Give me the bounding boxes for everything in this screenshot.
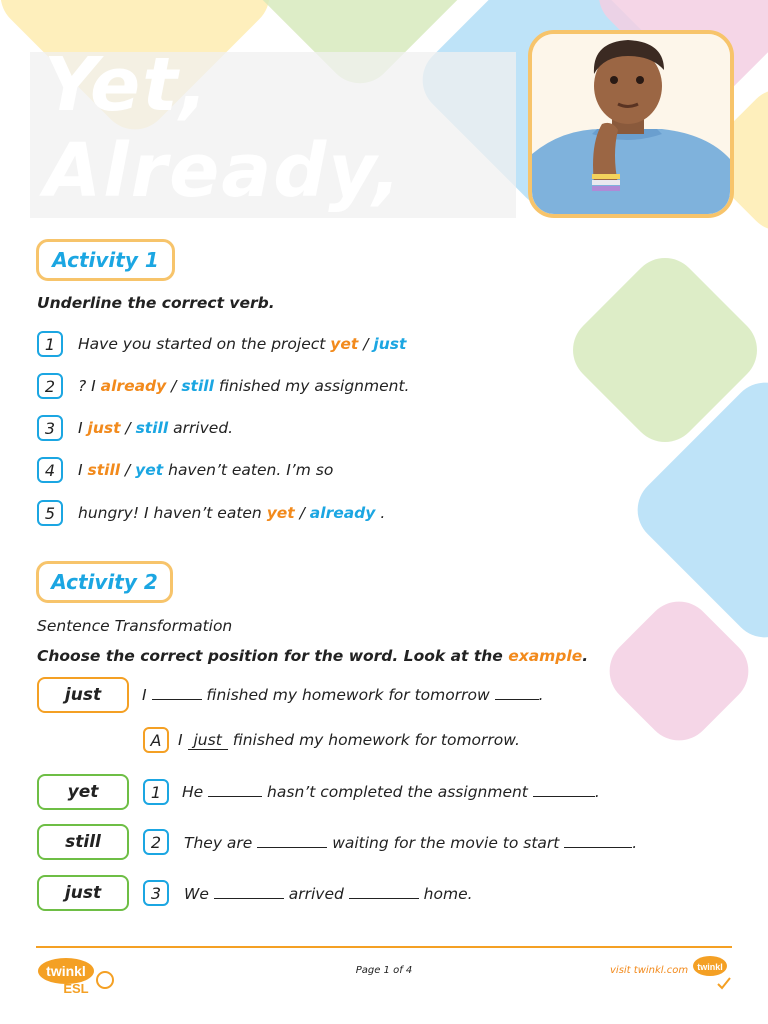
item-text: I [78, 419, 88, 437]
item-text-end: arrived. [168, 419, 234, 437]
blank[interactable] [533, 783, 595, 797]
answer-word: just [188, 731, 228, 750]
activity-1-item-2 [78, 377, 409, 395]
activity-1-item-4 [78, 461, 333, 479]
option-separator: / [358, 335, 374, 353]
item-text: Have you started on the project [78, 335, 331, 353]
activity-2-label: Activity 2 [36, 561, 173, 603]
item-text-end: finished my assignment. [213, 377, 410, 395]
blank[interactable] [349, 885, 419, 899]
example-answer-label: A [143, 727, 169, 753]
answer-text-end: finished my homework for tomorrow. [227, 731, 520, 749]
transform-number-1: 1 [143, 779, 169, 805]
sentence-text: I [142, 686, 152, 704]
instruction-text: Choose the correct position for the word. Look at the [37, 647, 509, 665]
twinkl-corner-logo [692, 954, 732, 992]
option-separator: / [166, 377, 182, 395]
blank[interactable] [152, 686, 202, 700]
activity-2-subtitle: Sentence Transformation [37, 617, 233, 635]
sentence-end: . [594, 783, 600, 801]
option-2[interactable]: already [309, 504, 376, 522]
example-word-box: just [37, 677, 129, 713]
item-number-4: 4 [37, 457, 63, 483]
item-text: I [78, 461, 88, 479]
footer-divider [36, 946, 732, 948]
answer-text: I [178, 731, 188, 749]
option-2[interactable]: still [181, 377, 214, 395]
blank[interactable] [257, 834, 327, 848]
option-1[interactable]: already [100, 377, 167, 395]
blank[interactable] [495, 686, 539, 700]
sentence-end: . [632, 834, 638, 852]
sentence-text: arrived [283, 885, 349, 903]
option-1[interactable]: still [87, 461, 121, 479]
sentence-text: We [184, 885, 214, 903]
item-number-3: 3 [37, 415, 63, 441]
transform-number-3: 3 [143, 880, 169, 906]
thinking-boy-icon [532, 34, 730, 214]
instruction-highlight: example [508, 647, 583, 665]
item-text-end: haven’t eaten. I’m so [163, 461, 334, 479]
example-sentence [142, 686, 544, 704]
activity-1-label: Activity 1 [36, 239, 175, 281]
option-1[interactable]: yet [266, 504, 295, 522]
option-2[interactable]: just [373, 335, 407, 353]
page-title: Yet, Already, [44, 52, 403, 214]
transform-number-2: 2 [143, 829, 169, 855]
sentence-text: hasn’t completed the assignment [262, 783, 533, 801]
sentence-end: . [538, 686, 544, 704]
title-banner [30, 52, 516, 218]
sentence-text: They are [184, 834, 258, 852]
option-1[interactable]: just [87, 419, 121, 437]
transform-item-1 [182, 783, 600, 801]
instruction-end: . [582, 647, 589, 665]
sentence-text: finished my homework for tomorrow [201, 686, 495, 704]
example-answer [178, 731, 520, 750]
word-box-still: still [37, 824, 129, 860]
blank[interactable] [214, 885, 284, 899]
activity-2-instruction [37, 647, 588, 665]
logo-main-text: twinkl [46, 963, 86, 979]
option-2[interactable]: yet [135, 461, 164, 479]
blank[interactable] [564, 834, 632, 848]
footer-url-link[interactable]: visit twinkl.com [610, 965, 689, 976]
option-2[interactable]: still [135, 419, 169, 437]
item-text: hungry! I haven’t eaten [78, 504, 267, 522]
logo-sub-text: ESL [63, 981, 89, 995]
item-number-1: 1 [37, 331, 63, 357]
activity-1-item-3 [78, 419, 233, 437]
transform-item-2 [184, 834, 637, 852]
activity-1-instruction: Underline the correct verb. [37, 294, 275, 312]
transform-item-3 [184, 885, 473, 903]
thinking-boy-illustration [528, 30, 734, 218]
item-text: ? I [78, 377, 101, 395]
word-box-just: just [37, 875, 129, 911]
activity-1-item-1 [78, 335, 406, 353]
sentence-text: waiting for the movie to start [327, 834, 565, 852]
word-box-yet: yet [37, 774, 129, 810]
sentence-text: He [182, 783, 209, 801]
sentence-end: home. [418, 885, 473, 903]
page-number: Page 1 of 4 [355, 965, 413, 976]
option-1[interactable]: yet [330, 335, 359, 353]
option-separator: / [294, 504, 310, 522]
blank[interactable] [208, 783, 262, 797]
item-number-2: 2 [37, 373, 63, 399]
activity-1-item-5 [78, 504, 385, 522]
item-text-end: . [375, 504, 386, 522]
option-separator: / [120, 419, 136, 437]
item-number-5: 5 [37, 500, 63, 526]
option-separator: / [120, 461, 136, 479]
twinkl-esl-logo [36, 955, 118, 995]
logo-right-text: twinkl [697, 962, 723, 972]
